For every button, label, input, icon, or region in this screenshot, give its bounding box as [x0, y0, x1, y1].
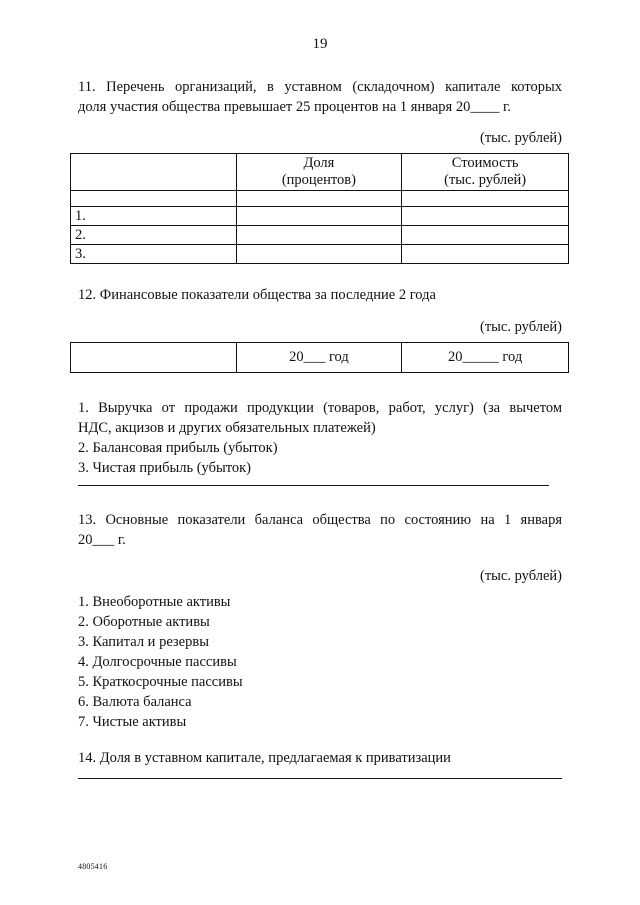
- table-header-share: [236, 154, 402, 191]
- header-cost-unit: (тыс. рублей): [444, 172, 527, 188]
- list-item: 1. Внеоборотные активы: [78, 594, 231, 610]
- section-13-line-2: 20___ г.: [78, 532, 126, 548]
- list-item: 1. Выручка от продажи продукции (товаров, работ, услуг) (за вычетом: [78, 400, 562, 416]
- list-item: 2. Балансовая прибыль (убыток): [78, 440, 278, 456]
- header-year-1: 20___ год: [236, 343, 402, 373]
- section-11-unit: (тыс. рублей): [480, 130, 562, 146]
- table-row: [71, 245, 569, 264]
- header-share-unit: (процентов): [281, 172, 356, 188]
- section-12-table: [70, 342, 569, 373]
- section-11-line-1: 11. Перечень организаций, в уставном (складочном) капитале которых: [78, 79, 562, 95]
- section-12-items: [78, 398, 562, 478]
- list-item: 3. Чистая прибыль (убыток): [78, 460, 252, 476]
- list-item: 7. Чистые активы: [78, 714, 187, 730]
- section-13-heading: [78, 510, 562, 550]
- table-header-cost: [402, 154, 569, 191]
- table-row: [71, 226, 569, 245]
- divider-rule: [78, 778, 562, 779]
- list-item: 3. Капитал и резервы: [78, 634, 209, 650]
- list-item: 4. Долгосрочные пассивы: [78, 654, 237, 670]
- header-share-label: Доля: [303, 155, 335, 171]
- footer-code: 4805416: [78, 862, 108, 871]
- table-row: [71, 207, 569, 226]
- header-cost-label: Стоимость: [451, 155, 519, 171]
- list-item: 5. Краткосрочные пассивы: [78, 674, 243, 690]
- table-spacer-row: [71, 191, 569, 207]
- section-14-heading: 14. Доля в уставном капитале, предлагаемая к приватизации: [78, 750, 451, 766]
- section-11-line-2: доля участия общества превышает 25 процентов на 1 января 20____ г.: [78, 99, 511, 115]
- section-13-items: [78, 592, 243, 732]
- section-12-unit: (тыс. рублей): [480, 319, 562, 335]
- table-header-empty: [71, 343, 237, 373]
- divider-rule: [78, 485, 549, 486]
- list-item: НДС, акцизов и других обязательных платежей): [78, 420, 376, 436]
- list-item: 6. Валюта баланса: [78, 694, 192, 710]
- header-year-2: 20_____ год: [402, 343, 569, 373]
- row-number: 1.: [71, 207, 237, 226]
- section-11-table: [70, 153, 569, 264]
- section-13-unit: (тыс. рублей): [480, 568, 562, 584]
- page-number: 19: [312, 36, 328, 52]
- table-header-row: [71, 154, 569, 191]
- section-13-line-1: 13. Основные показатели баланса общества по состоянию на 1 января: [78, 512, 562, 528]
- table-header-row: [71, 343, 569, 373]
- section-12-heading: 12. Финансовые показатели общества за последние 2 года: [78, 287, 436, 303]
- row-number: 3.: [71, 245, 237, 264]
- list-item: 2. Оборотные активы: [78, 614, 210, 630]
- row-number: 2.: [71, 226, 237, 245]
- table-header-empty: [71, 154, 237, 191]
- section-11-heading: [78, 77, 562, 117]
